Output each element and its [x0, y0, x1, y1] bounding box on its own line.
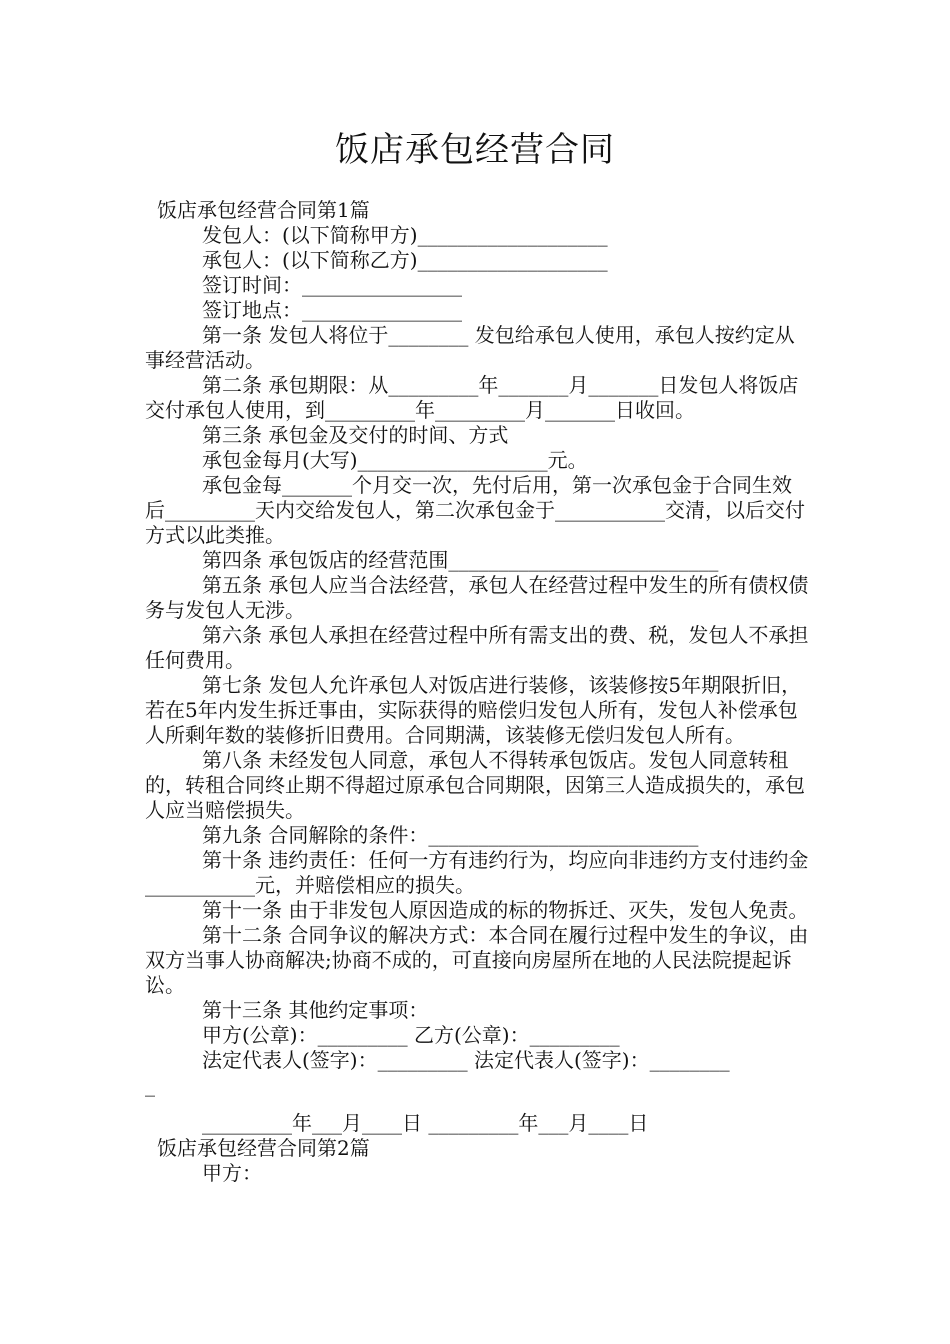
section-heading-1: 饭店承包经营合同第1篇 — [157, 198, 370, 222]
date-line: _________年___月____日 _________年___月____日 — [202, 1111, 649, 1135]
article-7: 第七条 发包人允许承包人对饭店进行装修，该装修按5年期限折旧，若在5年内发生拆迁事由，实际获得的赔偿归发包人所有，发包人补偿承包人所剩年数的装修折旧费用。合同期满，该装修无偿归发包人所有。 — [145, 673, 802, 747]
article-6: 第六条 承包人承担在经营过程中所有需支出的费、税，发包人不承担任何费用。 — [145, 623, 809, 672]
article-3: 第三条 承包金及交付的时间、方式 — [202, 423, 509, 447]
sign-place-line: 签订地点：________________ — [202, 298, 462, 322]
article-4: 第四条 承包饭店的经营范围___________________________ — [202, 548, 719, 572]
document-body — [145, 198, 810, 1186]
representative-line: 法定代表人(签字)：_________ 法定代表人(签字)：________ — [202, 1048, 730, 1072]
article-12: 第十二条 合同争议的解决方式：本合同在履行过程中发生的争议，由双方当事人协商解决;协商不成的，可直接向房屋所在地的人民法院提起诉讼。 — [145, 923, 809, 997]
article-13: 第十三条 其他约定事项： — [202, 998, 429, 1022]
section-heading-2: 饭店承包经营合同第2篇 — [157, 1136, 370, 1160]
article-10: 第十条 违约责任：任何一方有违约行为，均应向非违约方支付违约金___________元，并赔偿相应的损失。 — [145, 848, 809, 897]
article-5: 第五条 承包人应当合法经营，承包人在经营过程中发生的所有债权债务与发包人无涉。 — [145, 573, 809, 622]
party-a-line: 发包人：(以下简称甲方)___________________ — [202, 223, 608, 247]
article-11: 第十一条 由于非发包人原因造成的标的物拆迁、灭失，发包人免责。 — [202, 898, 809, 922]
article-1: 第一条 发包人将位于________ 发包给承包人使用，承包人按约定从事经营活动。 — [145, 323, 795, 372]
party-a-line-section-2: 甲方： — [202, 1161, 262, 1185]
party-b-line: 承包人：(以下简称乙方)___________________ — [202, 248, 608, 272]
seal-line: 甲方(公章)：_________ 乙方(公章)：_________ — [202, 1023, 620, 1047]
stray-underscore: _ — [145, 1073, 155, 1097]
document-title: 饭店承包经营合同 — [335, 130, 615, 170]
article-9: 第九条 合同解除的条件：___________________________ — [202, 823, 699, 847]
article-8: 第八条 未经发包人同意，承包人不得转承包饭店。发包人同意转租的，转租合同终止期不得超过原承包合同期限，因第三人造成损失的，承包人应当赔偿损失。 — [145, 748, 805, 822]
article-3-payment: 承包金每_______个月交一次，先付后用，第一次承包金于合同生效后_________天内交给发包人，第二次承包金于___________交清，以后交付方式以此类推。 — [145, 473, 805, 547]
article-3-monthly: 承包金每月(大写)___________________元。 — [202, 448, 588, 472]
article-2: 第二条 承包期限：从_________年_______月_______日发包人将饭店交付承包人使用，到_________年_________月_______日收回。 — [145, 373, 799, 422]
sign-time-line: 签订时间：________________ — [202, 273, 462, 297]
